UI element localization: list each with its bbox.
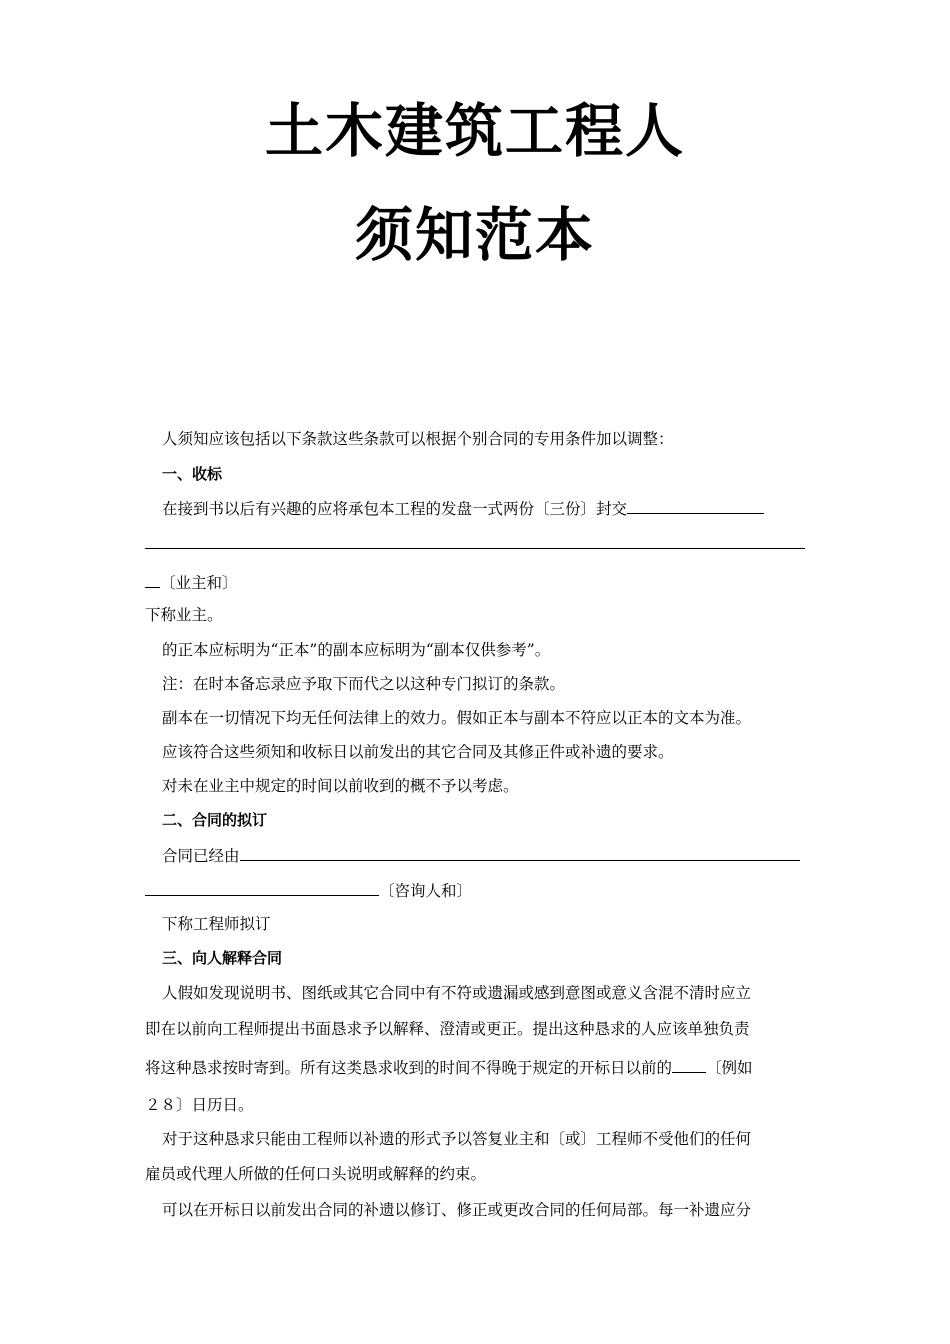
section3-p3-line1: 可以在开标日以前发出合同的补遗以修订、修正或更改合同的任何局部。每一补遗应分	[162, 1201, 752, 1219]
fill-blank	[145, 572, 160, 588]
section2-p1	[162, 845, 800, 866]
section2-heading: 二、合同的拟订	[162, 811, 268, 829]
section3-p1-line2: 即在以前向工程师提出书面恳求予以解释、澄清或更正。提出这种恳求的人应该单独负责	[145, 1020, 750, 1038]
section1-p2: 的正本应标明为“正本”的副本应标明为“副本仅供参考”。	[162, 641, 551, 659]
section1-p4: 副本在一切情况下均无任何法律上的效力。假如正本与副本不符应以正本的文本为准。	[162, 709, 752, 727]
fill-blank	[145, 880, 379, 896]
intro-paragraph: 人须知应该包括以下条款这些条款可以根据个别合同的专用条件加以调整：	[162, 430, 674, 448]
section2-p1-cont	[145, 880, 472, 901]
section3-p2-line1: 对于这种恳求只能由工程师以补遗的形式予以答复业主和〔或〕工程师不受他们的任何	[162, 1130, 752, 1148]
section3-p1-line1: 人假如发现说明书、图纸或其它合同中有不符或遗漏或感到意图或意义含混不清时应立	[162, 984, 752, 1002]
section1-p1-cont-text: 〔业主和〕	[160, 574, 238, 592]
section1-p1	[162, 498, 764, 519]
fill-blank	[627, 498, 764, 514]
section3-p1-line3-text: 将这种恳求按时寄到。所有这类恳求收到的时间不得晚于规定的开标日以前的	[145, 1059, 673, 1077]
section3-p1-line4: ２８〕日历日。	[145, 1096, 254, 1114]
section2-p1-cont-text: 〔咨询人和〕	[379, 882, 473, 900]
section1-p1-text: 在接到书以后有兴趣的应将承包本工程的发盘一式两份〔三份〕封交	[162, 500, 628, 518]
section1-p1-end: 下称业主。	[145, 606, 223, 624]
section1-p3: 注：在时本备忘录应予取下而代之以这种专门拟订的条款。	[162, 675, 566, 693]
fill-blank	[240, 845, 800, 861]
section3-p1-line3-end: 〔例如	[706, 1059, 753, 1077]
fill-blank-line	[145, 548, 805, 549]
section3-heading: 三、向人解释合同	[162, 949, 283, 967]
document-title-line2: 须知范本	[354, 201, 595, 269]
section1-p1-cont	[145, 572, 238, 593]
section1-p6: 对未在业主中规定的时间以前收到的概不予以考虑。	[162, 777, 519, 795]
section1-heading: 一、收标	[162, 465, 223, 483]
section1-p5: 应该符合这些须知和收标日以前发出的其它合同及其修正件或补遗的要求。	[162, 743, 674, 761]
section2-p1-end: 下称工程师拟订	[162, 915, 271, 933]
section2-p1-text: 合同已经由	[162, 847, 240, 865]
fill-blank	[672, 1057, 706, 1073]
document-title-line1: 土木建筑工程人	[264, 97, 685, 165]
section3-p2-line2: 雇员或代理人所做的任何口头说明或解释的约束。	[145, 1165, 487, 1183]
section3-p1-line3	[145, 1057, 753, 1078]
